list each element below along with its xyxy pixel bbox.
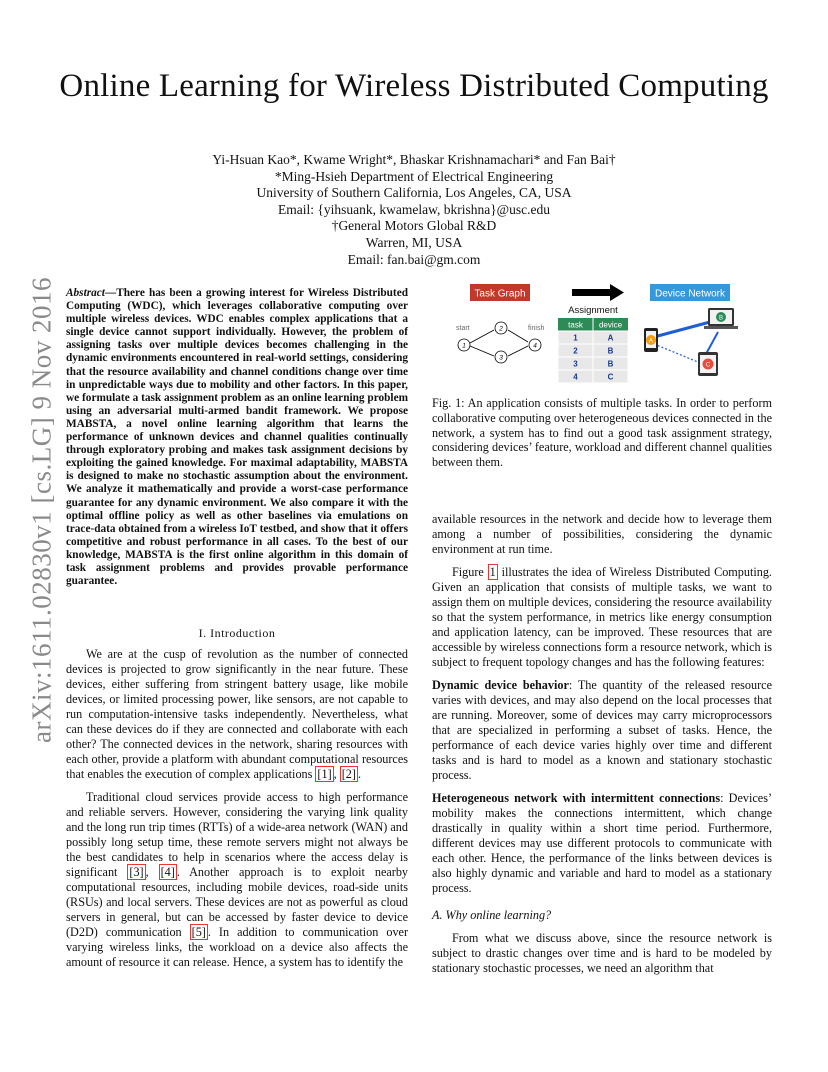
paragraph: From what we discuss above, since the resource network is subject to drastic changes over time and is hard to be modeled by stationary stochastic processes, we need an algorithm that	[432, 931, 772, 975]
device-network	[644, 308, 738, 376]
device-label-a: A	[648, 338, 654, 345]
affiliation-2-email: Email: fan.bai@gm.com	[347, 251, 481, 267]
network-link	[706, 332, 718, 354]
text-run: ,	[333, 767, 340, 781]
device-label-c: C	[705, 362, 711, 369]
text-run: : The quantity of the released resource varies with devices, and may also depend on the local processes that are running. Moreover, some of devices may carry microprocessors that are specialized in performing a subset of tasks. Hence, the performance of each device varies highly over time and different tasks and is hard to model as a known and stationary stochastic process.	[432, 678, 772, 782]
arrow-head-icon	[610, 284, 624, 301]
right-column-body	[432, 512, 772, 976]
abstract-heading: Abstract	[66, 287, 105, 299]
task-node-label: 2	[499, 325, 503, 333]
author-names: Yi-Hsuan Kao*, Kwame Wright*, Bhaskar Krishnamachari* and Fan Bai†	[212, 152, 616, 167]
citation-link[interactable]: [1]	[317, 767, 332, 781]
table-cell: B	[607, 359, 614, 369]
citation-link[interactable]: [2]	[341, 767, 356, 781]
paragraph	[66, 647, 408, 782]
text-run: Traditional cloud services provide access to high performance and reliable servers. However, considering the varying link quality and the long run trip times (RTTs) of a wide-area network (WAN) and possibly long setup time, these remote servers might not always be the best candidates to help in scenarios where the access delay is significant	[66, 790, 408, 879]
abstract	[66, 287, 408, 588]
task-node-label: 3	[499, 354, 503, 362]
table-header-cell: task	[568, 320, 583, 330]
task-graph-label: Task Graph	[474, 288, 526, 300]
table-cell: 3	[573, 359, 578, 369]
paper-title: Online Learning for Wireless Distributed Computing	[59, 68, 769, 104]
network-link-intermittent	[654, 344, 698, 362]
paragraph: available resources in the network and decide how to leverage them among a number of possibilities, considering the dynamic environment at run time.	[432, 512, 772, 556]
arxiv-identifier: arXiv:1611.02830v1 [cs.LG] 9 Nov 2016	[26, 277, 57, 743]
bold-lead: Dynamic device behavior	[432, 678, 569, 692]
assignment-table	[558, 318, 628, 383]
author-block	[0, 152, 828, 268]
paragraph	[66, 790, 408, 970]
table-cell: 4	[573, 372, 578, 382]
affiliation-1-email: Email: {yihsuank, kwamelaw, bkrishna}@usc.edu	[278, 201, 550, 217]
paragraph	[432, 678, 772, 783]
text-run: .	[357, 767, 361, 781]
affiliation-2: †General Motors Global R&D	[331, 218, 497, 234]
assignment-title: Assignment	[568, 305, 618, 316]
abstract-text: —There has been a growing interest for Wireless Distributed Computing (WDC), which leverages collaborative computing over multiple wireless devices. WDC enables complex applications that a single device cannot support individually. However, the problem of assigning tasks over multiple devices becomes challenging in the dynamic environments encountered in real-world settings, considering that the resource availability and channel conditions change over time in unpredictable ways due to mobility and other factors. In this paper, we formulate a task assignment problem as an online learning problem using an adversarial multi-armed bandit framework. We propose MABSTA, a novel online learning algorithm that learns the performance of unknown devices and channel qualities continually through exploratory probing and makes task assignment decisions by exploiting the gained knowledge. For maximal adaptability, MABSTA is designed to make no stochastic assumption about the environment. We analyze it mathematically and provide a worst-case performance guarantee for any dynamic environment. We also compare it with the optimal offline policy as well as other baselines via emulations on trace-data obtained from a wireless IoT testbed, and show that it offers competitive and robust performance in all cases. To the best of our knowledge, MABSTA is the first online algorithm in this domain of task assignment problems and provides provable performance guarantee.	[66, 287, 408, 588]
affiliation-1: *Ming-Hsieh Department of Electrical Engineering	[274, 168, 554, 184]
text-run: . Another approach is to exploit nearby computational resources, including mobile devices, road-side units (RSUs) and local servers. These devices are not as powerful as cloud servers in general, but can be accessed by faster device to device (D2D) communication	[66, 865, 409, 939]
arrow-shaft	[572, 289, 610, 296]
citation-link[interactable]: [5]	[191, 925, 206, 939]
task-node-label: 4	[533, 342, 537, 350]
text-run: illustrates the idea of Wireless Distributed Computing. Given an application that consists of multiple tasks, we want to assign them on multiple devices, considering the resource availability so that the system performance, in metrics like energy consumption and application latency, can be improved. These resources that are accessible by wireless connections form a resource network, which is subject to frequent topology changes and has the following features:	[432, 565, 772, 669]
text-run: ,	[145, 865, 159, 879]
figure-link[interactable]: 1	[489, 565, 496, 579]
table-cell: C	[607, 372, 614, 382]
text-run: We are at the cusp of revolution as the number of connected devices is projected to grow significantly in the near future. These devices, either suffering from stringent battery usage, like mobile devices, or limited processing power, like sensors, are not capable to run computation-intensive tasks independently. Nevertheless, what can these devices do if they are connected and collaborate with each other? The connected devices in the network, sharing resources with each other, provide a platform with abundant computational resources that enables the execution of complex applications	[66, 647, 408, 781]
subsection-heading: A. Why online learning?	[432, 908, 552, 922]
table-cell: 2	[573, 346, 578, 356]
affiliation-1-address: University of Southern California, Los Angeles, CA, USA	[256, 185, 572, 201]
citation-link[interactable]: [4]	[160, 865, 175, 879]
figure-1-caption: Fig. 1: An application consists of multiple tasks. In order to perform collaborative computing over heterogeneous devices connected in the network, a system has to find out a good task assignment strategy, considering devices’ feature, workload and different channel qualities between them.	[432, 396, 772, 470]
table-cell: A	[607, 333, 614, 343]
affiliation-2-address: Warren, MI, USA	[365, 234, 463, 250]
text-run: Figure	[452, 565, 488, 579]
paragraph	[432, 565, 772, 670]
device-label-b: B	[718, 315, 724, 322]
citation-link[interactable]: [3]	[129, 865, 144, 879]
device-network-label: Device Network	[654, 288, 726, 300]
finish-label: finish	[528, 325, 545, 332]
table-cell: 1	[573, 333, 578, 343]
section-heading-introduction: I. Introduction	[198, 626, 276, 640]
network-link	[654, 322, 710, 337]
figure-1	[448, 282, 770, 392]
paragraph	[432, 791, 772, 896]
table-header-cell: device	[598, 320, 623, 330]
text-run: . In addition to communication over varying wireless links, the workload on a device also affects the amount of resource it can release. Hence, a system has to identify the	[66, 925, 409, 969]
laptop-base	[704, 326, 738, 329]
text-run: : Devices’ mobility makes the connections intermittent, which change drastically in quality within a short time period. Furthermore, different devices may use different protocols to communicate with each other. Hence, the performance of the links between devices is also highly dynamic and variable and hard to model as a stationary process.	[432, 791, 772, 895]
start-label: start	[456, 325, 470, 332]
left-column-body	[66, 647, 408, 970]
task-node-label: 1	[462, 342, 466, 350]
bold-lead: Heterogeneous network with intermittent connections	[432, 791, 721, 805]
table-cell: B	[607, 346, 614, 356]
